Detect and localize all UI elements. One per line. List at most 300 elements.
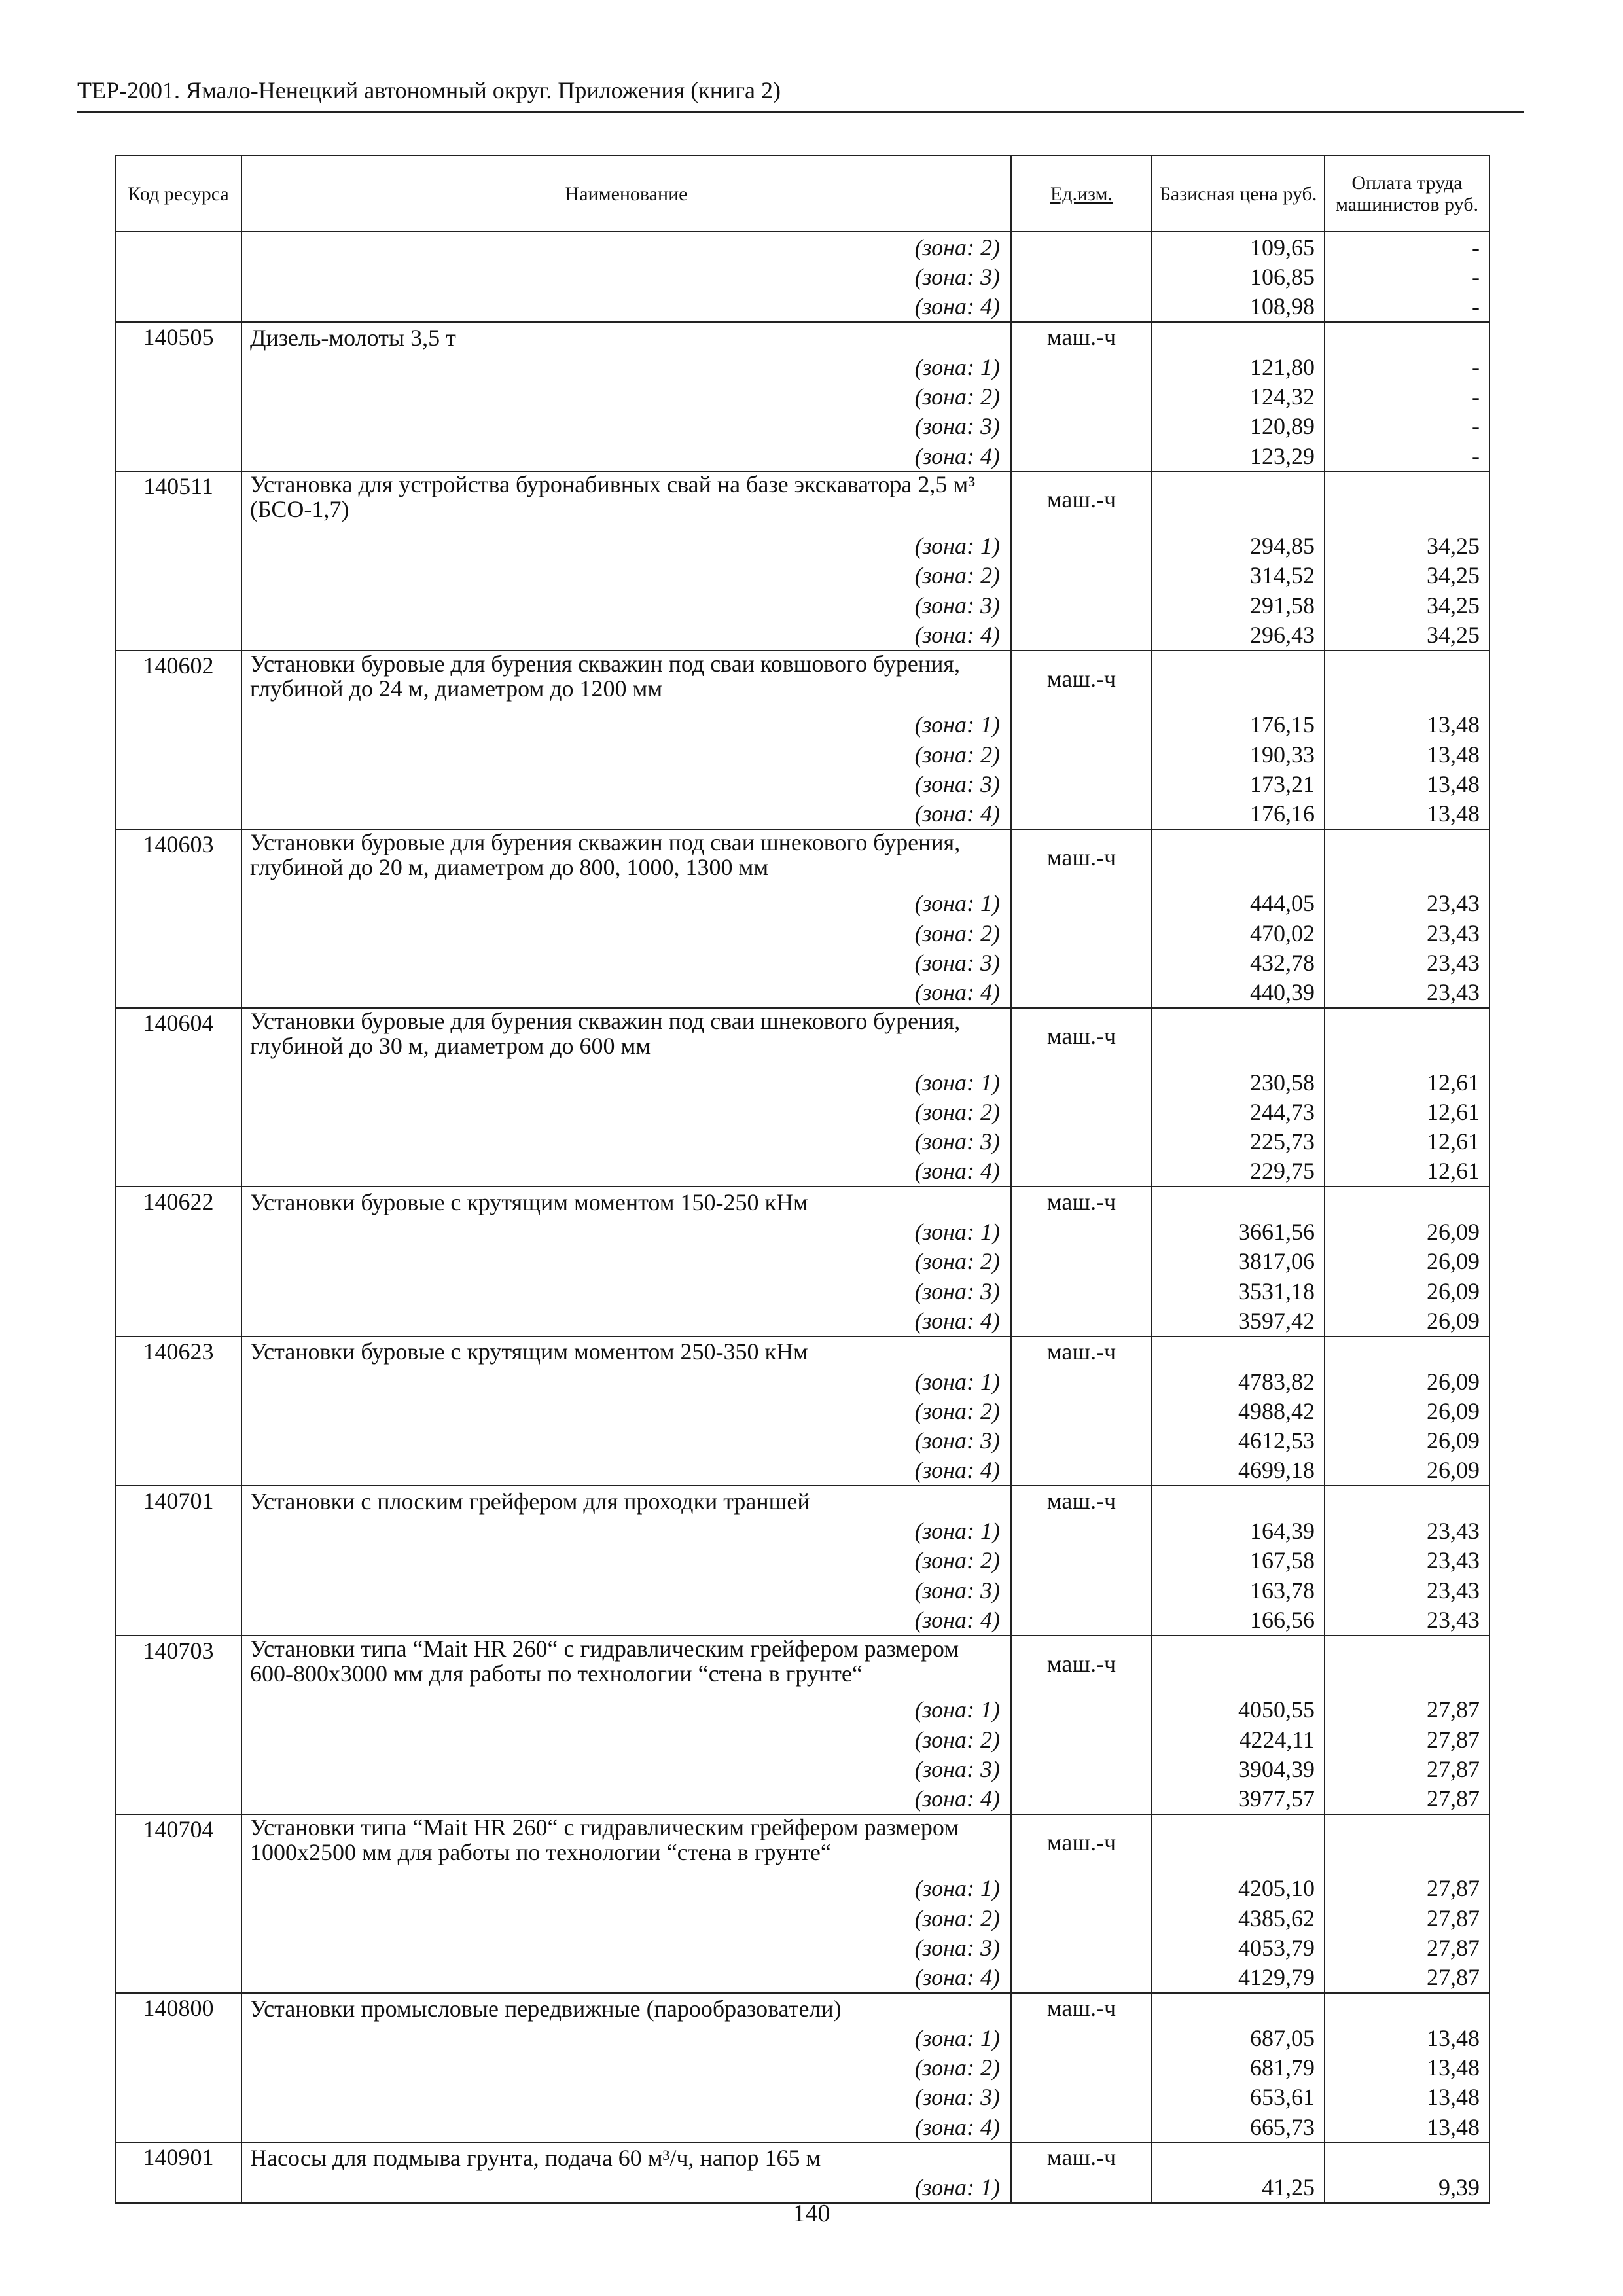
- base-price: 3661,56: [1152, 1217, 1325, 1246]
- page-number: 140: [793, 2200, 830, 2227]
- zone-label: (зона: 2): [241, 740, 1011, 769]
- column-header-unit-label: Ед.изм.: [1050, 183, 1113, 205]
- operator-pay: 26,09: [1325, 1456, 1489, 1486]
- unit-cell: [1011, 710, 1152, 740]
- base-price: [1152, 1187, 1325, 1217]
- zone-label: (зона: 4): [241, 1157, 1011, 1187]
- table-row: [115, 1247, 1489, 1276]
- unit-cell: [1011, 531, 1152, 560]
- resource-name: Установки буровые для бурения скважин под сваи шнекового бурения, глубиной до 30 м, диаметром до 600 мм: [241, 1008, 1011, 1067]
- resource-code-cell: [115, 1157, 241, 1187]
- page-header: ТЕР-2001. Ямало-Ненецкий автономный округ. Приложения (книга 2): [77, 76, 1524, 113]
- base-price: [1152, 322, 1325, 352]
- operator-pay: 23,43: [1325, 1575, 1489, 1605]
- unit-cell: [1011, 1933, 1152, 1962]
- table-row: [115, 978, 1489, 1008]
- base-price: 230,58: [1152, 1067, 1325, 1097]
- operator-pay: 26,09: [1325, 1306, 1489, 1336]
- operator-pay: 27,87: [1325, 1903, 1489, 1933]
- table-row: [115, 1933, 1489, 1962]
- unit-cell: маш.-ч: [1011, 322, 1152, 352]
- resource-code-cell: [115, 1575, 241, 1605]
- resource-code-cell: [115, 262, 241, 291]
- base-price: 291,58: [1152, 590, 1325, 620]
- unit-cell: маш.-ч: [1011, 1636, 1152, 1695]
- zone-label: (зона: 3): [241, 948, 1011, 977]
- resource-name: Установки буровые с крутящим моментом 150-250 кНм: [241, 1187, 1011, 1217]
- operator-pay: [1325, 322, 1489, 352]
- base-price: 120,89: [1152, 412, 1325, 441]
- operator-pay: [1325, 829, 1489, 889]
- zone-label: (зона: 2): [241, 1396, 1011, 1426]
- table-row: [115, 1784, 1489, 1814]
- operator-pay: 12,61: [1325, 1097, 1489, 1126]
- table-row: [115, 918, 1489, 948]
- zone-label: (зона: 3): [241, 1276, 1011, 1306]
- base-price: 665,73: [1152, 2112, 1325, 2142]
- unit-cell: [1011, 769, 1152, 798]
- operator-pay: 13,48: [1325, 2023, 1489, 2053]
- resource-code-cell: [115, 1874, 241, 1903]
- resource-row: [115, 651, 1489, 710]
- operator-pay: 13,48: [1325, 740, 1489, 769]
- resource-code-cell: [115, 798, 241, 829]
- operator-pay: 26,09: [1325, 1396, 1489, 1426]
- base-price: 244,73: [1152, 1097, 1325, 1126]
- resource-row: [115, 1636, 1489, 1695]
- zone-label: (зона: 1): [241, 1217, 1011, 1246]
- resource-name: Установки с плоским грейфером для проходки траншей: [241, 1486, 1011, 1516]
- operator-pay: [1325, 471, 1489, 531]
- resource-code: 140622: [115, 1187, 241, 1217]
- zone-label: (зона: 4): [241, 292, 1011, 322]
- unit-cell: [1011, 1426, 1152, 1456]
- resource-code: 140505: [115, 322, 241, 352]
- unit-cell: [1011, 2053, 1152, 2083]
- zone-label: (зона: 2): [241, 1725, 1011, 1754]
- operator-pay: 12,61: [1325, 1067, 1489, 1097]
- base-price: 4224,11: [1152, 1725, 1325, 1754]
- resource-row: [115, 1814, 1489, 1874]
- base-price: 4385,62: [1152, 1903, 1325, 1933]
- resource-code-cell: [115, 2112, 241, 2142]
- resource-code-cell: [115, 1067, 241, 1097]
- operator-pay: -: [1325, 382, 1489, 411]
- resource-name: Установки промысловые передвижные (парообразователи): [241, 1993, 1011, 2023]
- resource-name: Установки буровые с крутящим моментом 250-350 кНм: [241, 1336, 1011, 1367]
- unit-cell: [1011, 1725, 1152, 1754]
- base-price: 294,85: [1152, 531, 1325, 560]
- base-price: 41,25: [1152, 2173, 1325, 2203]
- table-row: [115, 1874, 1489, 1903]
- unit-cell: [1011, 1546, 1152, 1575]
- operator-pay: -: [1325, 232, 1489, 262]
- base-price: 176,16: [1152, 798, 1325, 829]
- table-row: [115, 232, 1489, 262]
- zone-label: (зона: 2): [241, 1247, 1011, 1276]
- base-price: 687,05: [1152, 2023, 1325, 2053]
- base-price: [1152, 471, 1325, 531]
- base-price: 3977,57: [1152, 1784, 1325, 1814]
- column-header-name: Наименование: [241, 156, 1011, 232]
- resource-code: 140701: [115, 1486, 241, 1516]
- base-price: 173,21: [1152, 769, 1325, 798]
- resource-code-cell: [115, 441, 241, 471]
- zone-label: (зона: 4): [241, 978, 1011, 1008]
- resource-code-cell: [115, 1605, 241, 1635]
- zone-label: (зона: 2): [241, 561, 1011, 590]
- operator-pay: 34,25: [1325, 531, 1489, 560]
- operator-pay: 26,09: [1325, 1217, 1489, 1246]
- resource-code-cell: [115, 1516, 241, 1545]
- resource-code: 140602: [115, 651, 241, 710]
- resource-code-cell: [115, 232, 241, 262]
- table-row: [115, 2023, 1489, 2053]
- zone-label: (зона: 1): [241, 1516, 1011, 1545]
- base-price: 681,79: [1152, 2053, 1325, 2083]
- unit-cell: [1011, 2083, 1152, 2112]
- resource-row: [115, 829, 1489, 889]
- operator-pay: 34,25: [1325, 620, 1489, 650]
- table-row: [115, 798, 1489, 829]
- unit-cell: [1011, 1963, 1152, 1993]
- resource-row: [115, 1486, 1489, 1516]
- operator-pay: 26,09: [1325, 1247, 1489, 1276]
- operator-pay: 13,48: [1325, 769, 1489, 798]
- resource-code-cell: [115, 710, 241, 740]
- table-row: [115, 620, 1489, 650]
- base-price: 109,65: [1152, 232, 1325, 262]
- resource-code-cell: [115, 978, 241, 1008]
- table-body: [115, 232, 1489, 2203]
- base-price: 3531,18: [1152, 1276, 1325, 1306]
- table-row: [115, 382, 1489, 411]
- resource-code: 140704: [115, 1814, 241, 1874]
- operator-pay: [1325, 1336, 1489, 1367]
- table-row: [115, 1097, 1489, 1126]
- unit-cell: [1011, 262, 1152, 291]
- base-price: [1152, 2142, 1325, 2172]
- column-header-unit: [1011, 156, 1152, 232]
- base-price: [1152, 1636, 1325, 1695]
- base-price: 106,85: [1152, 262, 1325, 291]
- table-row: [115, 1695, 1489, 1725]
- base-price: 176,15: [1152, 710, 1325, 740]
- table-row: [115, 1306, 1489, 1336]
- table-row: [115, 1754, 1489, 1784]
- column-header-labor: Оплата труда машинистов руб.: [1325, 156, 1489, 232]
- base-price: [1152, 829, 1325, 889]
- base-price: 4205,10: [1152, 1874, 1325, 1903]
- operator-pay: 27,87: [1325, 1963, 1489, 1993]
- unit-cell: маш.-ч: [1011, 651, 1152, 710]
- table-row: [115, 1127, 1489, 1157]
- table-row: [115, 531, 1489, 560]
- unit-cell: [1011, 1754, 1152, 1784]
- base-price: [1152, 1336, 1325, 1367]
- unit-cell: маш.-ч: [1011, 1486, 1152, 1516]
- zone-label: (зона: 4): [241, 2112, 1011, 2142]
- unit-cell: [1011, 740, 1152, 769]
- operator-pay: 12,61: [1325, 1157, 1489, 1187]
- zone-label: (зона: 4): [241, 1605, 1011, 1635]
- unit-cell: [1011, 1067, 1152, 1097]
- zone-label: (зона: 4): [241, 1963, 1011, 1993]
- operator-pay: 27,87: [1325, 1933, 1489, 1962]
- zone-label: (зона: 2): [241, 1903, 1011, 1933]
- zone-label: (зона: 4): [241, 1306, 1011, 1336]
- operator-pay: 23,43: [1325, 948, 1489, 977]
- base-price: 3904,39: [1152, 1754, 1325, 1784]
- table-row: [115, 710, 1489, 740]
- unit-cell: [1011, 889, 1152, 918]
- operator-pay: -: [1325, 441, 1489, 471]
- base-price: 470,02: [1152, 918, 1325, 948]
- unit-cell: [1011, 1903, 1152, 1933]
- operator-pay: 26,09: [1325, 1426, 1489, 1456]
- unit-cell: [1011, 1157, 1152, 1187]
- table-row: [115, 1157, 1489, 1187]
- zone-label: (зона: 3): [241, 2083, 1011, 2112]
- zone-label: (зона: 4): [241, 1784, 1011, 1814]
- unit-cell: [1011, 382, 1152, 411]
- zone-label: (зона: 1): [241, 710, 1011, 740]
- unit-cell: [1011, 918, 1152, 948]
- unit-cell: [1011, 352, 1152, 382]
- resource-name: Установки буровые для бурения скважин под сваи шнекового бурения, глубиной до 20 м, диаметром до 800, 1000, 1300 мм: [241, 829, 1011, 889]
- unit-cell: [1011, 1605, 1152, 1635]
- base-price: 4050,55: [1152, 1695, 1325, 1725]
- unit-cell: [1011, 1874, 1152, 1903]
- unit-cell: маш.-ч: [1011, 2142, 1152, 2172]
- table-row: [115, 1367, 1489, 1396]
- zone-label: (зона: 1): [241, 1367, 1011, 1396]
- unit-cell: [1011, 1456, 1152, 1486]
- base-price: 164,39: [1152, 1516, 1325, 1545]
- table-row: [115, 2083, 1489, 2112]
- operator-pay: 34,25: [1325, 561, 1489, 590]
- table-row: [115, 590, 1489, 620]
- resource-code-cell: [115, 2053, 241, 2083]
- resource-name: Установки буровые для бурения скважин под сваи ковшового бурения, глубиной до 24 м, диаметром до 1200 мм: [241, 651, 1011, 710]
- resource-code-cell: [115, 1725, 241, 1754]
- operator-pay: [1325, 1814, 1489, 1874]
- zone-label: (зона: 4): [241, 441, 1011, 471]
- resource-code: 140603: [115, 829, 241, 889]
- resource-code-cell: [115, 1784, 241, 1814]
- unit-cell: [1011, 1097, 1152, 1126]
- operator-pay: 9,39: [1325, 2173, 1489, 2203]
- table-row: [115, 1456, 1489, 1486]
- resource-name: Установки типа “Mait HR 260“ с гидравлическим грейфером размером 1000х2500 мм для работы по технологии “стена в грунте“: [241, 1814, 1011, 1874]
- unit-cell: [1011, 1784, 1152, 1814]
- zone-label: (зона: 1): [241, 1695, 1011, 1725]
- resource-row: [115, 1187, 1489, 1217]
- resource-code-cell: [115, 292, 241, 322]
- operator-pay: 13,48: [1325, 2112, 1489, 2142]
- zone-label: (зона: 2): [241, 232, 1011, 262]
- unit-cell: [1011, 2023, 1152, 2053]
- unit-cell: [1011, 1367, 1152, 1396]
- operator-pay: 13,48: [1325, 710, 1489, 740]
- base-price: 123,29: [1152, 441, 1325, 471]
- resource-name: Насосы для подмыва грунта, подача 60 м³/ч, напор 165 м: [241, 2142, 1011, 2172]
- operator-pay: 23,43: [1325, 889, 1489, 918]
- zone-label: (зона: 1): [241, 1067, 1011, 1097]
- resource-code-cell: [115, 1247, 241, 1276]
- price-table-container: [115, 155, 1489, 2204]
- resource-code-cell: [115, 2083, 241, 2112]
- unit-cell: [1011, 1217, 1152, 1246]
- table-row: [115, 352, 1489, 382]
- zone-label: (зона: 3): [241, 1754, 1011, 1784]
- operator-pay: 23,43: [1325, 1605, 1489, 1635]
- operator-pay: 27,87: [1325, 1754, 1489, 1784]
- operator-pay: 23,43: [1325, 1546, 1489, 1575]
- resource-code-cell: [115, 412, 241, 441]
- operator-pay: 23,43: [1325, 978, 1489, 1008]
- zone-label: (зона: 4): [241, 620, 1011, 650]
- zone-label: (зона: 3): [241, 590, 1011, 620]
- zone-label: (зона: 2): [241, 2053, 1011, 2083]
- table-row: [115, 1605, 1489, 1635]
- table-header-row: [115, 156, 1489, 232]
- unit-cell: маш.-ч: [1011, 1008, 1152, 1067]
- resource-row: [115, 1336, 1489, 1367]
- operator-pay: 13,48: [1325, 2053, 1489, 2083]
- zone-label: (зона: 3): [241, 1933, 1011, 1962]
- operator-pay: [1325, 1486, 1489, 1516]
- unit-cell: маш.-ч: [1011, 1187, 1152, 1217]
- operator-pay: 13,48: [1325, 798, 1489, 829]
- base-price: 4783,82: [1152, 1367, 1325, 1396]
- unit-cell: [1011, 1247, 1152, 1276]
- operator-pay: [1325, 2142, 1489, 2172]
- unit-cell: маш.-ч: [1011, 471, 1152, 531]
- operator-pay: [1325, 651, 1489, 710]
- table-row: [115, 1426, 1489, 1456]
- zone-label: (зона: 1): [241, 1874, 1011, 1903]
- zone-label: (зона: 1): [241, 531, 1011, 560]
- operator-pay: 23,43: [1325, 1516, 1489, 1545]
- zone-label: (зона: 2): [241, 1546, 1011, 1575]
- table-row: [115, 561, 1489, 590]
- column-header-price: Базисная цена руб.: [1152, 156, 1325, 232]
- base-price: 314,52: [1152, 561, 1325, 590]
- base-price: 4612,53: [1152, 1426, 1325, 1456]
- resource-code: 140800: [115, 1993, 241, 2023]
- resource-code-cell: [115, 620, 241, 650]
- unit-cell: [1011, 232, 1152, 262]
- operator-pay: 27,87: [1325, 1725, 1489, 1754]
- resource-code-cell: [115, 590, 241, 620]
- table-row: [115, 889, 1489, 918]
- unit-cell: маш.-ч: [1011, 829, 1152, 889]
- operator-pay: 12,61: [1325, 1127, 1489, 1157]
- operator-pay: 27,87: [1325, 1874, 1489, 1903]
- resource-code: 140703: [115, 1636, 241, 1695]
- base-price: 121,80: [1152, 352, 1325, 382]
- zone-label: (зона: 1): [241, 2173, 1011, 2203]
- resource-code: 140511: [115, 471, 241, 531]
- base-price: 3597,42: [1152, 1306, 1325, 1336]
- resource-code-cell: [115, 1097, 241, 1126]
- zone-label: (зона: 1): [241, 889, 1011, 918]
- unit-cell: [1011, 292, 1152, 322]
- table-row: [115, 1963, 1489, 1993]
- zone-label: (зона: 1): [241, 2023, 1011, 2053]
- resource-code-cell: [115, 531, 241, 560]
- zone-label: (зона: 1): [241, 352, 1011, 382]
- table-row: [115, 769, 1489, 798]
- table-row: [115, 1396, 1489, 1426]
- zone-label: (зона: 2): [241, 918, 1011, 948]
- base-price: [1152, 1993, 1325, 2023]
- base-price: 190,33: [1152, 740, 1325, 769]
- resource-code-cell: [115, 769, 241, 798]
- table-row: [115, 1903, 1489, 1933]
- table-row: [115, 2053, 1489, 2083]
- resource-code-cell: [115, 1276, 241, 1306]
- unit-cell: [1011, 1695, 1152, 1725]
- resource-code-cell: [115, 918, 241, 948]
- unit-cell: [1011, 1396, 1152, 1426]
- resource-code-cell: [115, 1456, 241, 1486]
- operator-pay: 26,09: [1325, 1276, 1489, 1306]
- unit-cell: [1011, 590, 1152, 620]
- unit-cell: [1011, 978, 1152, 1008]
- resource-code-cell: [115, 1217, 241, 1246]
- base-price: [1152, 1008, 1325, 1067]
- resource-code-cell: [115, 352, 241, 382]
- zone-label: (зона: 2): [241, 1097, 1011, 1126]
- base-price: 3817,06: [1152, 1247, 1325, 1276]
- table-row: [115, 1575, 1489, 1605]
- table-row: [115, 1217, 1489, 1246]
- operator-pay: -: [1325, 262, 1489, 291]
- operator-pay: [1325, 1008, 1489, 1067]
- resource-code-cell: [115, 1963, 241, 1993]
- resource-code-cell: [115, 561, 241, 590]
- operator-pay: 23,43: [1325, 918, 1489, 948]
- resource-row: [115, 2142, 1489, 2172]
- base-price: 440,39: [1152, 978, 1325, 1008]
- resource-code-cell: [115, 1426, 241, 1456]
- resource-code-cell: [115, 1396, 241, 1426]
- resource-row: [115, 322, 1489, 352]
- resource-code-cell: [115, 2023, 241, 2053]
- base-price: 653,61: [1152, 2083, 1325, 2112]
- resource-code-cell: [115, 948, 241, 977]
- table-row: [115, 262, 1489, 291]
- unit-cell: [1011, 948, 1152, 977]
- resource-name: Установки типа “Mait HR 260“ с гидравлическим грейфером размером 600-800х3000 мм для работы по технологии “стена в грунте“: [241, 1636, 1011, 1695]
- unit-cell: [1011, 441, 1152, 471]
- base-price: 166,56: [1152, 1605, 1325, 1635]
- base-price: 4129,79: [1152, 1963, 1325, 1993]
- base-price: 163,78: [1152, 1575, 1325, 1605]
- base-price: 108,98: [1152, 292, 1325, 322]
- zone-label: (зона: 3): [241, 1127, 1011, 1157]
- resource-code: 140901: [115, 2142, 241, 2172]
- resource-code-cell: [115, 1695, 241, 1725]
- zone-label: (зона: 3): [241, 1426, 1011, 1456]
- table-row: [115, 1546, 1489, 1575]
- base-price: 229,75: [1152, 1157, 1325, 1187]
- unit-cell: [1011, 1127, 1152, 1157]
- operator-pay: -: [1325, 412, 1489, 441]
- base-price: [1152, 1814, 1325, 1874]
